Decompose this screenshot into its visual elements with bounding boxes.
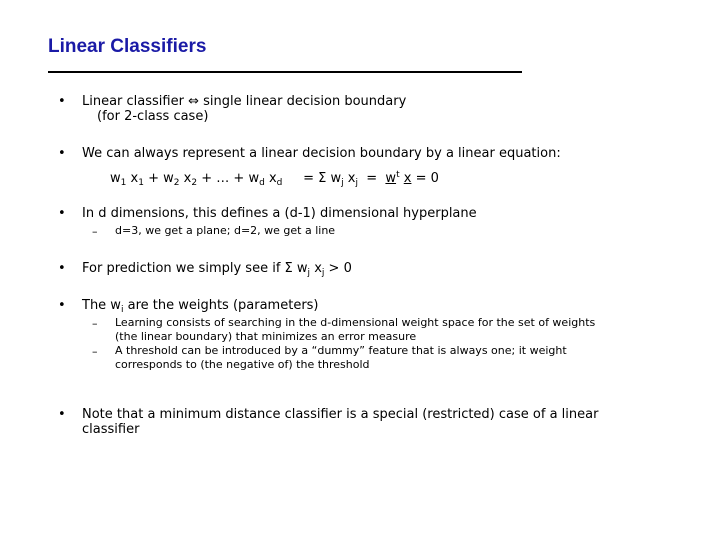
bullet-5-line-1: The $w_i$ are the weights (parameters)	[82, 298, 319, 315]
sub-bullet-dash: –	[92, 225, 98, 238]
bullet-1-line-2: (for 2-class case)	[97, 109, 209, 124]
bullet-4-line-1: For prediction we simply see if Σ $w_j$ $x_j > 0$	[82, 261, 352, 278]
sub-bullet-dash: –	[92, 317, 98, 330]
bullet-marker: •	[58, 94, 66, 109]
bullet-6-line-2: classifier	[82, 422, 140, 437]
bullet-3-sub-1: d=3, we get a plane; d=2, we get a line	[115, 224, 336, 237]
bullet-2-line-1: We can always represent a linear decision boundary by a linear equation:	[82, 146, 561, 161]
bullet-marker: •	[58, 298, 66, 313]
sub-bullet-dash: –	[92, 345, 98, 358]
bullet-marker: •	[58, 146, 66, 161]
bullet-5-sub-2-line-2: corresponds to (the negative of) the threshold	[115, 358, 370, 371]
bullet-3-line-1: In d dimensions, this defines a (d-1) dimensional hyperplane	[82, 206, 477, 221]
title-underline	[48, 71, 522, 73]
linear-equation: $w_1$ $x_1 + w_2$ $x_2$ + … + $w_d$ $x_d$ = Σ $w_j$ $x_j = w^t$ x = 0	[110, 170, 439, 188]
slide-title: Linear Classifiers	[48, 36, 207, 57]
bullet-marker: •	[58, 261, 66, 276]
bullet-5-sub-2-line-1: A threshold can be introduced by a “dummy” feature that is always one; it weight	[115, 344, 567, 357]
bullet-marker: •	[58, 206, 66, 221]
bullet-5-sub-1-line-1: Learning consists of searching in the d-dimensional weight space for the set of weights	[115, 316, 596, 329]
bullet-5-sub-1-line-2: (the linear boundary) that minimizes an error measure	[115, 330, 417, 343]
bullet-marker: •	[58, 407, 66, 422]
bullet-6-line-1: Note that a minimum distance classifier is a special (restricted) case of a linear	[82, 407, 599, 422]
bullet-1-line-1: Linear classifier ⇔ single linear decision boundary	[82, 94, 407, 109]
